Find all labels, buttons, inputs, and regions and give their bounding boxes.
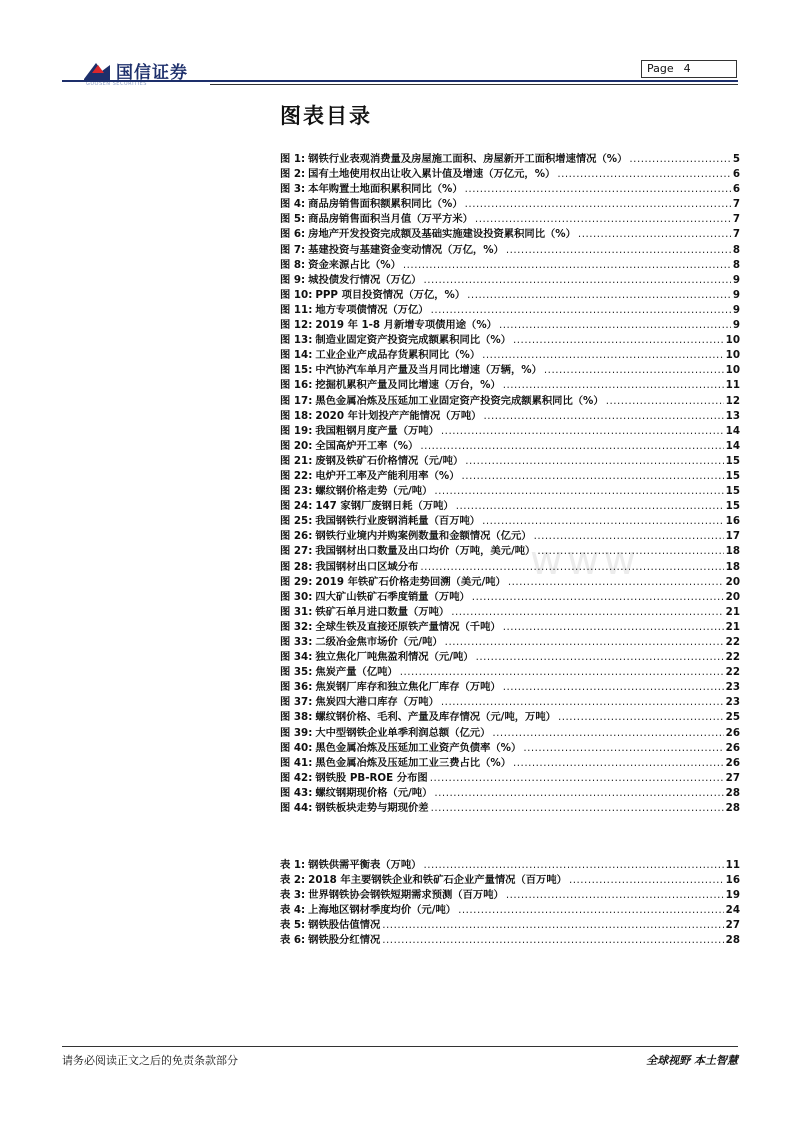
entry-page: 7: [732, 198, 740, 211]
entry-title: 我国粗钢月度产量（万吨）: [315, 424, 439, 437]
figure-list: [280, 152, 740, 816]
entry-label: 图 24:: [280, 500, 313, 513]
entry-title: 我国钢材出口区域分布: [315, 560, 419, 573]
entry-title: 2019 年铁矿石价格走势回溯（美元/吨）: [315, 575, 506, 588]
guosen-logo-icon: [82, 59, 112, 83]
entry-label: 图 36:: [280, 681, 313, 694]
toc-figure-entry[interactable]: [280, 484, 740, 499]
dot-leader: [506, 243, 731, 258]
dot-leader: [503, 680, 724, 695]
dot-leader: [467, 288, 731, 303]
entry-label: 图 39:: [280, 726, 313, 739]
entry-title: 147 家钢厂废钢日耗（万吨）: [315, 500, 454, 513]
dot-leader: [544, 363, 724, 378]
toc-figure-entry[interactable]: [280, 409, 740, 424]
entry-label: 图 38:: [280, 711, 313, 724]
dot-leader: [499, 318, 731, 333]
entry-page: 22: [725, 666, 740, 679]
toc-figure-entry[interactable]: [280, 620, 740, 635]
entry-page: 15: [725, 500, 740, 513]
entry-label: 图 29:: [280, 575, 313, 588]
dot-leader: [423, 858, 723, 873]
dot-leader: [441, 695, 724, 710]
entry-label: 表 2:: [280, 874, 306, 887]
entry-page: 11: [725, 859, 740, 871]
entry-label: 图 28:: [280, 560, 313, 573]
entry-label: 图 33:: [280, 636, 313, 648]
header-divider: [62, 80, 738, 82]
entry-title: 螺纹钢期现价格（元/吨）: [315, 786, 433, 799]
page-header: [0, 0, 800, 100]
page-number: 4: [683, 62, 691, 75]
table-list: [280, 858, 740, 949]
dot-leader: [534, 529, 724, 544]
toc-figure-entry[interactable]: [280, 499, 740, 514]
entry-label: 图 7:: [280, 243, 306, 256]
footer-slogan: 全球视野 本土智慧: [646, 1054, 738, 1067]
entry-page: 9: [732, 288, 740, 301]
entry-label: 图 21:: [280, 454, 313, 467]
entry-label: 图 19:: [280, 424, 313, 437]
toc-figure-entry[interactable]: [280, 756, 740, 771]
entry-title: 电炉开工率及产能利用率（%）: [315, 469, 460, 482]
entry-page: 21: [725, 605, 740, 618]
entry-label: 表 3:: [280, 889, 306, 902]
entry-title: 钢铁行业表观消费量及房屋施工面积、房屋新开工面积增速情况（%）: [308, 153, 628, 165]
entry-page: 19: [725, 889, 740, 902]
entry-label: 图 23:: [280, 485, 313, 498]
entry-label: 图 32:: [280, 620, 313, 633]
entry-page: 22: [725, 651, 740, 664]
dot-leader: [569, 873, 724, 888]
entry-label: 图 44:: [280, 802, 313, 815]
entry-title: 全球生铁及直接还原铁产量情况（千吨）: [315, 620, 501, 633]
entry-label: 图 22:: [280, 469, 313, 482]
dot-leader: [482, 514, 724, 529]
entry-page: 26: [725, 756, 740, 769]
entry-title: 中汽协汽车单月产量及当月同比增速（万辆，%）: [315, 364, 542, 377]
entry-title: 世界钢铁协会钢铁短期需求预测（百万吨）: [308, 889, 504, 902]
entry-title: 黑色金属冶炼及压延加工业三费占比（%）: [315, 756, 512, 769]
toc-figure-entry[interactable]: [280, 348, 740, 363]
entry-label: 图 3:: [280, 183, 306, 196]
entry-page: 14: [725, 439, 740, 452]
entry-label: 图 4:: [280, 198, 306, 211]
dot-leader: [431, 801, 724, 816]
dot-leader: [434, 786, 723, 801]
dot-leader: [476, 650, 724, 665]
dot-leader: [456, 499, 724, 514]
entry-label: 图 15:: [280, 364, 313, 377]
dot-leader: [403, 258, 731, 273]
toc-figure-entry[interactable]: [280, 212, 740, 227]
dot-leader: [434, 484, 723, 499]
entry-label: 图 26:: [280, 530, 313, 543]
entry-page: 16: [725, 874, 740, 887]
entry-label: 表 5:: [280, 919, 306, 932]
toc-table-entry[interactable]: [280, 888, 740, 903]
entry-title: 基建投资与基建资金变动情况（万亿，%）: [308, 243, 504, 256]
page-number-box: [641, 60, 737, 78]
entry-page: 16: [725, 515, 740, 528]
footer-divider: [62, 1046, 738, 1047]
entry-label: 图 9:: [280, 273, 306, 286]
dot-leader: [423, 273, 730, 288]
dot-leader: [382, 918, 723, 933]
dot-leader: [465, 182, 731, 197]
entry-page: 24: [725, 904, 740, 917]
toc-table-entry[interactable]: [280, 933, 740, 948]
dot-leader: [441, 424, 724, 439]
entry-title: 制造业固定资产投资完成额累积同比（%）: [315, 334, 512, 347]
toc-figure-entry[interactable]: [280, 786, 740, 801]
entry-label: 图 17:: [280, 394, 313, 407]
entry-title: PPP 项目投资情况（万亿，%）: [315, 288, 466, 301]
entry-page: 10: [725, 349, 740, 362]
toc-figure-entry[interactable]: [280, 544, 740, 559]
toc-figure-entry[interactable]: [280, 514, 740, 529]
entry-page: 28: [725, 934, 740, 947]
entry-title: 焦炭钢厂库存和独立焦化厂库存（万吨）: [315, 681, 501, 694]
entry-page: 21: [725, 620, 740, 633]
dot-leader: [513, 333, 724, 348]
entry-label: 图 1:: [280, 153, 306, 165]
entry-label: 图 42:: [280, 771, 313, 784]
entry-label: 图 40:: [280, 741, 313, 754]
watermark: www: [530, 538, 641, 584]
entry-label: 图 8:: [280, 258, 306, 271]
entry-title: 黑色金属冶炼及压延加工业固定资产投资完成额累积同比（%）: [315, 394, 604, 407]
entry-page: 11: [725, 379, 740, 392]
entry-page: 10: [725, 334, 740, 347]
entry-page: 15: [725, 469, 740, 482]
entry-title: 螺纹钢价格走势（元/吨）: [315, 485, 433, 498]
entry-title: 大中型钢铁企业单季利润总额（亿元）: [315, 726, 491, 739]
toc-figure-entry[interactable]: [280, 439, 740, 454]
toc-figure-entry[interactable]: [280, 227, 740, 242]
entry-title: 我国钢铁行业废钢消耗量（百万吨）: [315, 515, 481, 528]
entry-page: 15: [725, 454, 740, 467]
dot-leader: [451, 605, 723, 620]
toc-figure-entry[interactable]: [280, 394, 740, 409]
dot-leader: [606, 394, 724, 409]
entry-title: 独立焦化厂吨焦盈利情况（元/吨）: [315, 651, 474, 664]
dot-leader: [458, 903, 724, 918]
entry-page: 14: [725, 424, 740, 437]
toc-figure-entry[interactable]: [280, 665, 740, 680]
entry-page: 7: [732, 213, 740, 226]
entry-title: 挖掘机累积产量及同比增速（万台，%）: [315, 379, 501, 392]
entry-title: 焦炭产量（亿吨）: [315, 666, 398, 679]
dot-leader: [492, 726, 723, 741]
entry-label: 图 16:: [280, 379, 313, 392]
entry-page: 9: [732, 319, 740, 332]
entry-title: 国有土地使用权出让收入累计值及增速（万亿元，%）: [308, 168, 556, 181]
entry-title: 钢铁股估值情况: [308, 919, 381, 932]
entry-label: 图 12:: [280, 319, 313, 332]
footer-disclaimer: 请务必阅读正文之后的免责条款部分: [62, 1054, 238, 1067]
dot-leader: [503, 378, 724, 393]
entry-page: 27: [725, 919, 740, 932]
entry-label: 图 43:: [280, 786, 313, 799]
dot-leader: [430, 771, 724, 786]
toc-figure-entry[interactable]: [280, 318, 740, 333]
entry-title: 2018 年主要钢铁企业和铁矿石企业产量情况（百万吨）: [308, 874, 567, 887]
entry-page: 27: [725, 771, 740, 784]
entry-label: 图 6:: [280, 228, 306, 241]
header-divider-thin: [210, 84, 738, 85]
entry-title: 2019 年 1-8 月新增专项债用途（%）: [315, 319, 497, 332]
dot-leader: [482, 348, 724, 363]
toc-figure-entry[interactable]: [280, 273, 740, 288]
dot-leader: [465, 454, 723, 469]
entry-title: 上海地区钢材季度均价（元/吨）: [308, 904, 457, 917]
entry-label: 图 41:: [280, 756, 313, 769]
entry-label: 图 11:: [280, 303, 313, 316]
dot-leader: [506, 888, 724, 903]
entry-title: 本年购置土地面积累积同比（%）: [308, 183, 463, 196]
entry-page: 12: [725, 394, 740, 407]
toc-figure-entry[interactable]: [280, 243, 740, 258]
entry-label: 图 14:: [280, 349, 313, 362]
page-label: Page: [647, 62, 674, 75]
toc-figure-entry[interactable]: [280, 605, 740, 620]
dot-leader: [537, 544, 723, 559]
entry-page: 7: [732, 228, 740, 241]
entry-page: 6: [732, 183, 740, 196]
entry-page: 26: [725, 726, 740, 739]
entry-title: 地方专项债情况（万亿）: [315, 303, 429, 316]
dot-leader: [400, 665, 724, 680]
toc-figure-entry[interactable]: [280, 575, 740, 590]
entry-page: 20: [725, 575, 740, 588]
toc-figure-entry[interactable]: [280, 741, 740, 756]
entry-page: 22: [725, 636, 740, 648]
entry-title: 城投债发行情况（万亿）: [308, 273, 422, 286]
entry-title: 螺纹钢价格、毛利、产量及库存情况（元/吨，万吨）: [315, 711, 556, 724]
entry-page: 10: [725, 364, 740, 377]
dot-leader: [483, 409, 723, 424]
entry-title: 钢铁板块走势与期现价差: [315, 802, 429, 815]
entry-page: 28: [725, 802, 740, 815]
toc-figure-entry[interactable]: [280, 197, 740, 212]
toc-figure-entry[interactable]: [280, 152, 740, 167]
dot-leader: [503, 620, 724, 635]
toc-table-entry[interactable]: [280, 903, 740, 918]
brand-subtitle: GUOSEN SECURITIES: [86, 81, 147, 87]
entry-label: 图 10:: [280, 288, 313, 301]
toc-figure-entry[interactable]: [280, 182, 740, 197]
entry-title: 全国高炉开工率（%）: [315, 439, 419, 452]
entry-label: 图 13:: [280, 334, 313, 347]
page-title: 图表目录: [280, 104, 372, 128]
toc-figure-entry[interactable]: [280, 771, 740, 786]
toc-figure-entry[interactable]: [280, 258, 740, 273]
dot-leader: [465, 197, 731, 212]
toc-table-entry[interactable]: [280, 858, 740, 873]
entry-label: 表 1:: [280, 859, 306, 871]
entry-title: 铁矿石单月进口数量（万吨）: [315, 605, 450, 618]
dot-leader: [578, 227, 731, 242]
entry-title: 焦炭四大港口库存（万吨）: [315, 696, 439, 709]
entry-label: 表 4:: [280, 904, 306, 917]
entry-title: 四大矿山铁矿石季度销量（万吨）: [315, 590, 470, 603]
dot-leader: [420, 560, 723, 575]
toc-figure-entry[interactable]: [280, 680, 740, 695]
entry-title: 商品房销售面积额累积同比（%）: [308, 198, 463, 211]
toc-figure-entry[interactable]: [280, 333, 740, 348]
dot-leader: [431, 303, 731, 318]
entry-title: 钢铁股 PB-ROE 分布图: [315, 771, 428, 784]
toc-figure-entry[interactable]: [280, 726, 740, 741]
toc-figure-entry[interactable]: [280, 454, 740, 469]
entry-title: 二级冶金焦市场价（元/吨）: [315, 636, 443, 648]
entry-label: 图 27:: [280, 545, 313, 558]
brand-name: 国信证券: [116, 63, 188, 83]
entry-label: 图 25:: [280, 515, 313, 528]
dot-leader: [382, 933, 723, 948]
entry-page: 9: [732, 273, 740, 286]
entry-page: 9: [732, 303, 740, 316]
dot-leader: [557, 167, 731, 182]
entry-page: 18: [725, 545, 740, 558]
toc-figure-entry[interactable]: [280, 560, 740, 575]
toc-figure-entry[interactable]: [280, 424, 740, 439]
dot-leader: [445, 635, 724, 650]
toc-figure-entry[interactable]: [280, 801, 740, 816]
dot-leader: [513, 756, 724, 771]
entry-page: 28: [725, 786, 740, 799]
entry-page: 20: [725, 590, 740, 603]
entry-label: 图 30:: [280, 590, 313, 603]
entry-title: 2020 年计划投产产能情况（万吨）: [315, 409, 482, 422]
dot-leader: [523, 741, 723, 756]
dot-leader: [420, 439, 723, 454]
toc-figure-entry[interactable]: [280, 529, 740, 544]
entry-page: 18: [725, 560, 740, 573]
entry-label: 图 31:: [280, 605, 313, 618]
entry-page: 6: [732, 168, 740, 181]
entry-label: 图 18:: [280, 409, 313, 422]
entry-page: 26: [725, 741, 740, 754]
entry-label: 图 35:: [280, 666, 313, 679]
dot-leader: [462, 469, 724, 484]
entry-label: 图 2:: [280, 168, 306, 181]
toc-figure-entry[interactable]: [280, 695, 740, 710]
entry-title: 工业企业产成品存货累积同比（%）: [315, 349, 481, 362]
toc-table-entry[interactable]: [280, 873, 740, 888]
entry-title: 钢铁供需平衡表（万吨）: [308, 859, 422, 871]
entry-label: 图 5:: [280, 213, 306, 226]
toc-figure-entry[interactable]: [280, 635, 740, 650]
toc-figure-entry[interactable]: [280, 288, 740, 303]
dot-leader: [472, 590, 724, 605]
entry-page: 13: [725, 409, 740, 422]
entry-title: 商品房销售面积当月值（万平方米）: [308, 213, 473, 226]
entry-page: 23: [725, 696, 740, 709]
entry-page: 8: [732, 243, 740, 256]
entry-label: 表 6:: [280, 934, 306, 947]
entry-label: 图 34:: [280, 651, 313, 664]
entry-label: 图 37:: [280, 696, 313, 709]
entry-title: 黑色金属冶炼及压延加工业资产负债率（%）: [315, 741, 522, 754]
toc-figure-entry[interactable]: [280, 363, 740, 378]
entry-title: 资金来源占比（%）: [308, 258, 401, 271]
entry-page: 15: [725, 485, 740, 498]
toc-figure-entry[interactable]: [280, 710, 740, 725]
entry-title: 废钢及铁矿石价格情况（元/吨）: [315, 454, 464, 467]
dot-leader: [475, 212, 731, 227]
entry-title: 钢铁行业境内并购案例数量和金额情况（亿元）: [315, 530, 532, 543]
toc-table-entry[interactable]: [280, 918, 740, 933]
entry-page: 5: [732, 153, 740, 165]
entry-page: 17: [725, 530, 740, 543]
entry-title: 钢铁股分红情况: [308, 934, 381, 947]
entry-page: 23: [725, 681, 740, 694]
toc-figure-entry[interactable]: [280, 590, 740, 605]
toc-figure-entry[interactable]: [280, 303, 740, 318]
toc-figure-entry[interactable]: [280, 469, 740, 484]
toc-figure-entry[interactable]: [280, 167, 740, 182]
entry-title: 房地产开发投资完成额及基础实施建设投资累积同比（%）: [308, 228, 576, 241]
toc-figure-entry[interactable]: [280, 650, 740, 665]
entry-page: 25: [725, 711, 740, 724]
entry-page: 8: [732, 258, 740, 271]
dot-leader: [508, 575, 724, 590]
toc-figure-entry[interactable]: [280, 378, 740, 393]
entry-label: 图 20:: [280, 439, 313, 452]
dot-leader: [629, 152, 730, 167]
dot-leader: [558, 710, 724, 725]
entry-title: 我国钢材出口数量及出口均价（万吨，美元/吨）: [315, 545, 536, 558]
